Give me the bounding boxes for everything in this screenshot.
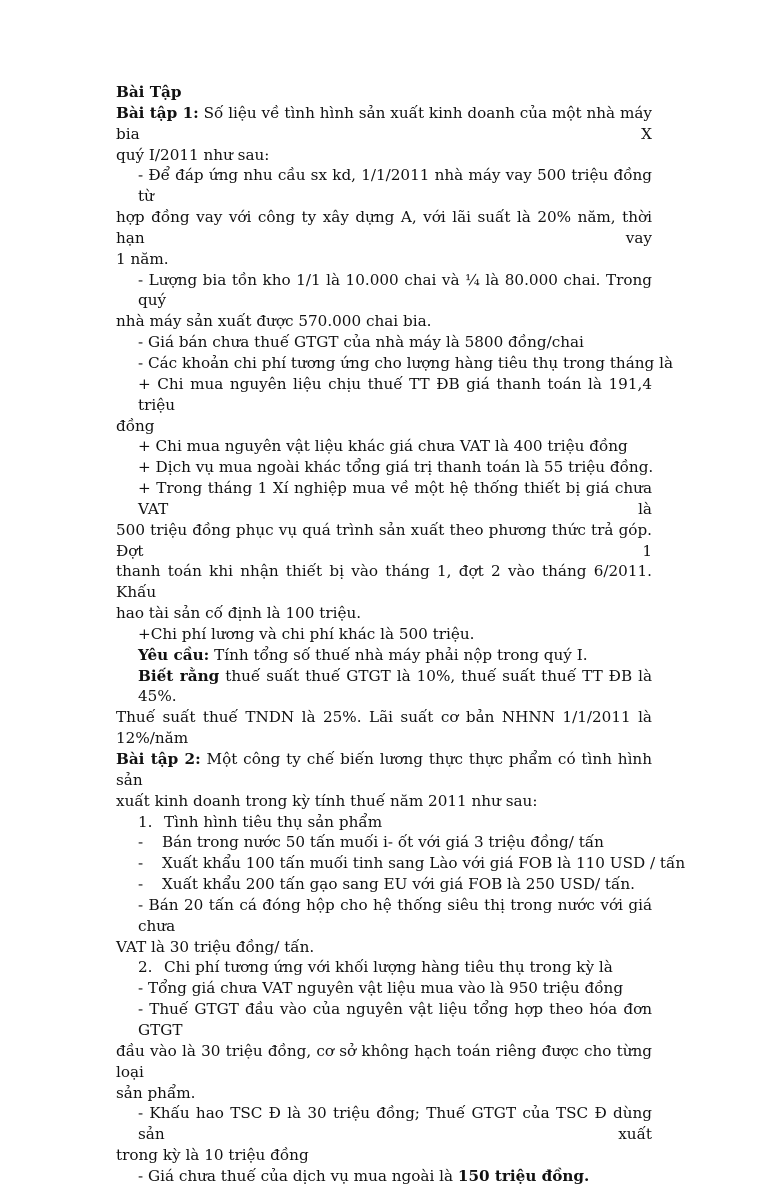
ex2-export-rice: - Xuất khẩu 200 tấn gạo sang EU với giá FOB là 250 USD/ tấn.	[138, 875, 635, 894]
ex1-paragraph-loan-cont: hợp đồng vay với công ty xây dựng A, với lãi suất là 20% năm, thời hạn vay	[116, 208, 652, 247]
ex1-item-equipment-cont-3: hao tài sản cố định là 100 triệu.	[116, 604, 362, 623]
ex1-known-facts-end: 12%/năm	[116, 729, 189, 748]
ex1-paragraph-loan: - Để đáp ứng nhu cầu sx kd, 1/1/2011 nhà máy vay 500 triệu đồng từ	[138, 166, 652, 206]
ex1-item-materials-excise-cont: đồng	[116, 416, 155, 435]
ex2-depreciation: - Khấu hao TSC Đ là 30 triệu đồng; Thuế GTGT của TSC Đ dùng sản xuất	[138, 1104, 652, 1144]
ex1-known-facts: Biết rằng thuế suất thuế GTGT là 10%, thuế suất thuế TT ĐB là 45%.	[138, 666, 653, 706]
ex1-requirement: Yêu cầu: Tính tổng số thuế nhà máy phải nộp trong quý I.	[138, 645, 588, 664]
ex2-depreciation-cont: trong kỳ là 10 triệu đồng	[116, 1146, 309, 1165]
ex1-item-equipment-cont-2: thanh toán khi nhận thiết bị vào tháng 1, đợt 2 vào tháng 6/2011. Khấu	[116, 562, 652, 602]
ex1-requirement-label: Yêu cầu:	[138, 645, 210, 664]
ex1-item-other-materials: + Chi mua nguyên vật liệu khác giá chưa VAT là 400 triệu đồng	[138, 437, 628, 456]
ex1-paragraph-costs: - Các khoản chi phí tương ứng cho lượng hàng tiêu thụ trong tháng là	[138, 353, 674, 372]
exercise-2-intro-cont: xuất kinh doanh trong kỳ tính thuế năm 2011 như sau:	[116, 791, 538, 810]
exercise-1-intro-cont: quý I/2011 như sau:	[116, 145, 270, 164]
ex2-materials-cost: - Tổng giá chưa VAT nguyên vật liệu mua vào là 950 triệu đồng	[138, 979, 624, 998]
ex2-input-vat: - Thuế GTGT đầu vào của nguyên vật liệu tổng hợp theo hóa đơn GTGT	[138, 1000, 652, 1039]
ex1-paragraph-price: - Giá bán chưa thuế GTGT của nhà máy là 5800 đồng/chai	[138, 333, 584, 352]
ex1-known-facts-cont: Thuế suất thuế TNDN là 25%. Lãi suất cơ bản NHNN 1/1/2011 là	[116, 708, 652, 727]
ex2-sale-fish-cont: VAT là 30 triệu đồng/ tấn.	[116, 937, 315, 956]
ex2-export-salt: - Xuất khẩu 100 tấn muối tinh sang Lào với giá FOB là 110 USD / tấn	[138, 854, 686, 873]
ex2-sale-salt: - Bán trong nước 50 tấn muối i- ốt với giá 3 triệu đồng/ tấn	[138, 833, 604, 852]
ex2-input-vat-end: sản phẩm.	[116, 1083, 196, 1102]
ex2-sale-fish: - Bán 20 tấn cá đóng hộp cho hệ thống siêu thị trong nước với giá chưa	[138, 895, 652, 935]
exercise-2-heading: Bài tập 2:	[116, 750, 201, 768]
document-title: Bài Tập	[116, 83, 182, 101]
ex2-section-1: 1. Tình hình tiêu thụ sản phẩm	[138, 812, 383, 831]
ex2-services-amount: 150 triệu đồng.	[457, 1166, 590, 1185]
exercise-1-heading: Bài tập 1:	[116, 103, 199, 122]
ex2-section-2: 2. Chi phí tương ứng với khối lượng hàng tiêu thụ trong kỳ là	[138, 958, 613, 977]
ex1-item-salary: +Chi phí lương và chi phí khác là 500 triệu.	[138, 624, 475, 643]
ex1-paragraph-loan-end: 1 năm.	[116, 249, 169, 268]
ex2-input-vat-cont: đầu vào là 30 triệu đồng, cơ sở không hạch toán riêng được cho từng loại	[116, 1041, 652, 1081]
exercise-2-intro: Bài tập 2: Một công ty chế biến lương thực thực phẩm có tình hình sản	[116, 750, 652, 789]
ex1-item-materials-excise: + Chi mua nguyên liệu chịu thuế TT ĐB giá thanh toán là 191,4 triệu	[138, 374, 652, 414]
ex1-item-equipment: + Trong tháng 1 Xí nghiệp mua về một hệ thống thiết bị giá chưa VAT là	[138, 479, 652, 518]
ex2-services: - Giá chưa thuế của dịch vụ mua ngoài là 150 triệu đồng.	[138, 1166, 590, 1185]
ex1-item-equipment-cont-1: 500 triệu đồng phục vụ quá trình sản xuất theo phương thức trả góp. Đợt 1	[116, 520, 652, 560]
exercise-1-intro: Bài tập 1: Số liệu về tình hình sản xuất kinh doanh của một nhà máy bia X	[116, 103, 653, 143]
ex1-paragraph-inventory-cont: nhà máy sản xuất được 570.000 chai bia.	[116, 312, 432, 331]
ex1-paragraph-inventory: - Lượng bia tồn kho 1/1 là 10.000 chai và ¼ là 80.000 chai. Trong quý	[138, 270, 652, 310]
ex1-known-label: Biết rằng	[138, 666, 220, 685]
ex1-item-services: + Dịch vụ mua ngoài khác tổng giá trị thanh toán là 55 triệu đồng.	[138, 458, 654, 477]
